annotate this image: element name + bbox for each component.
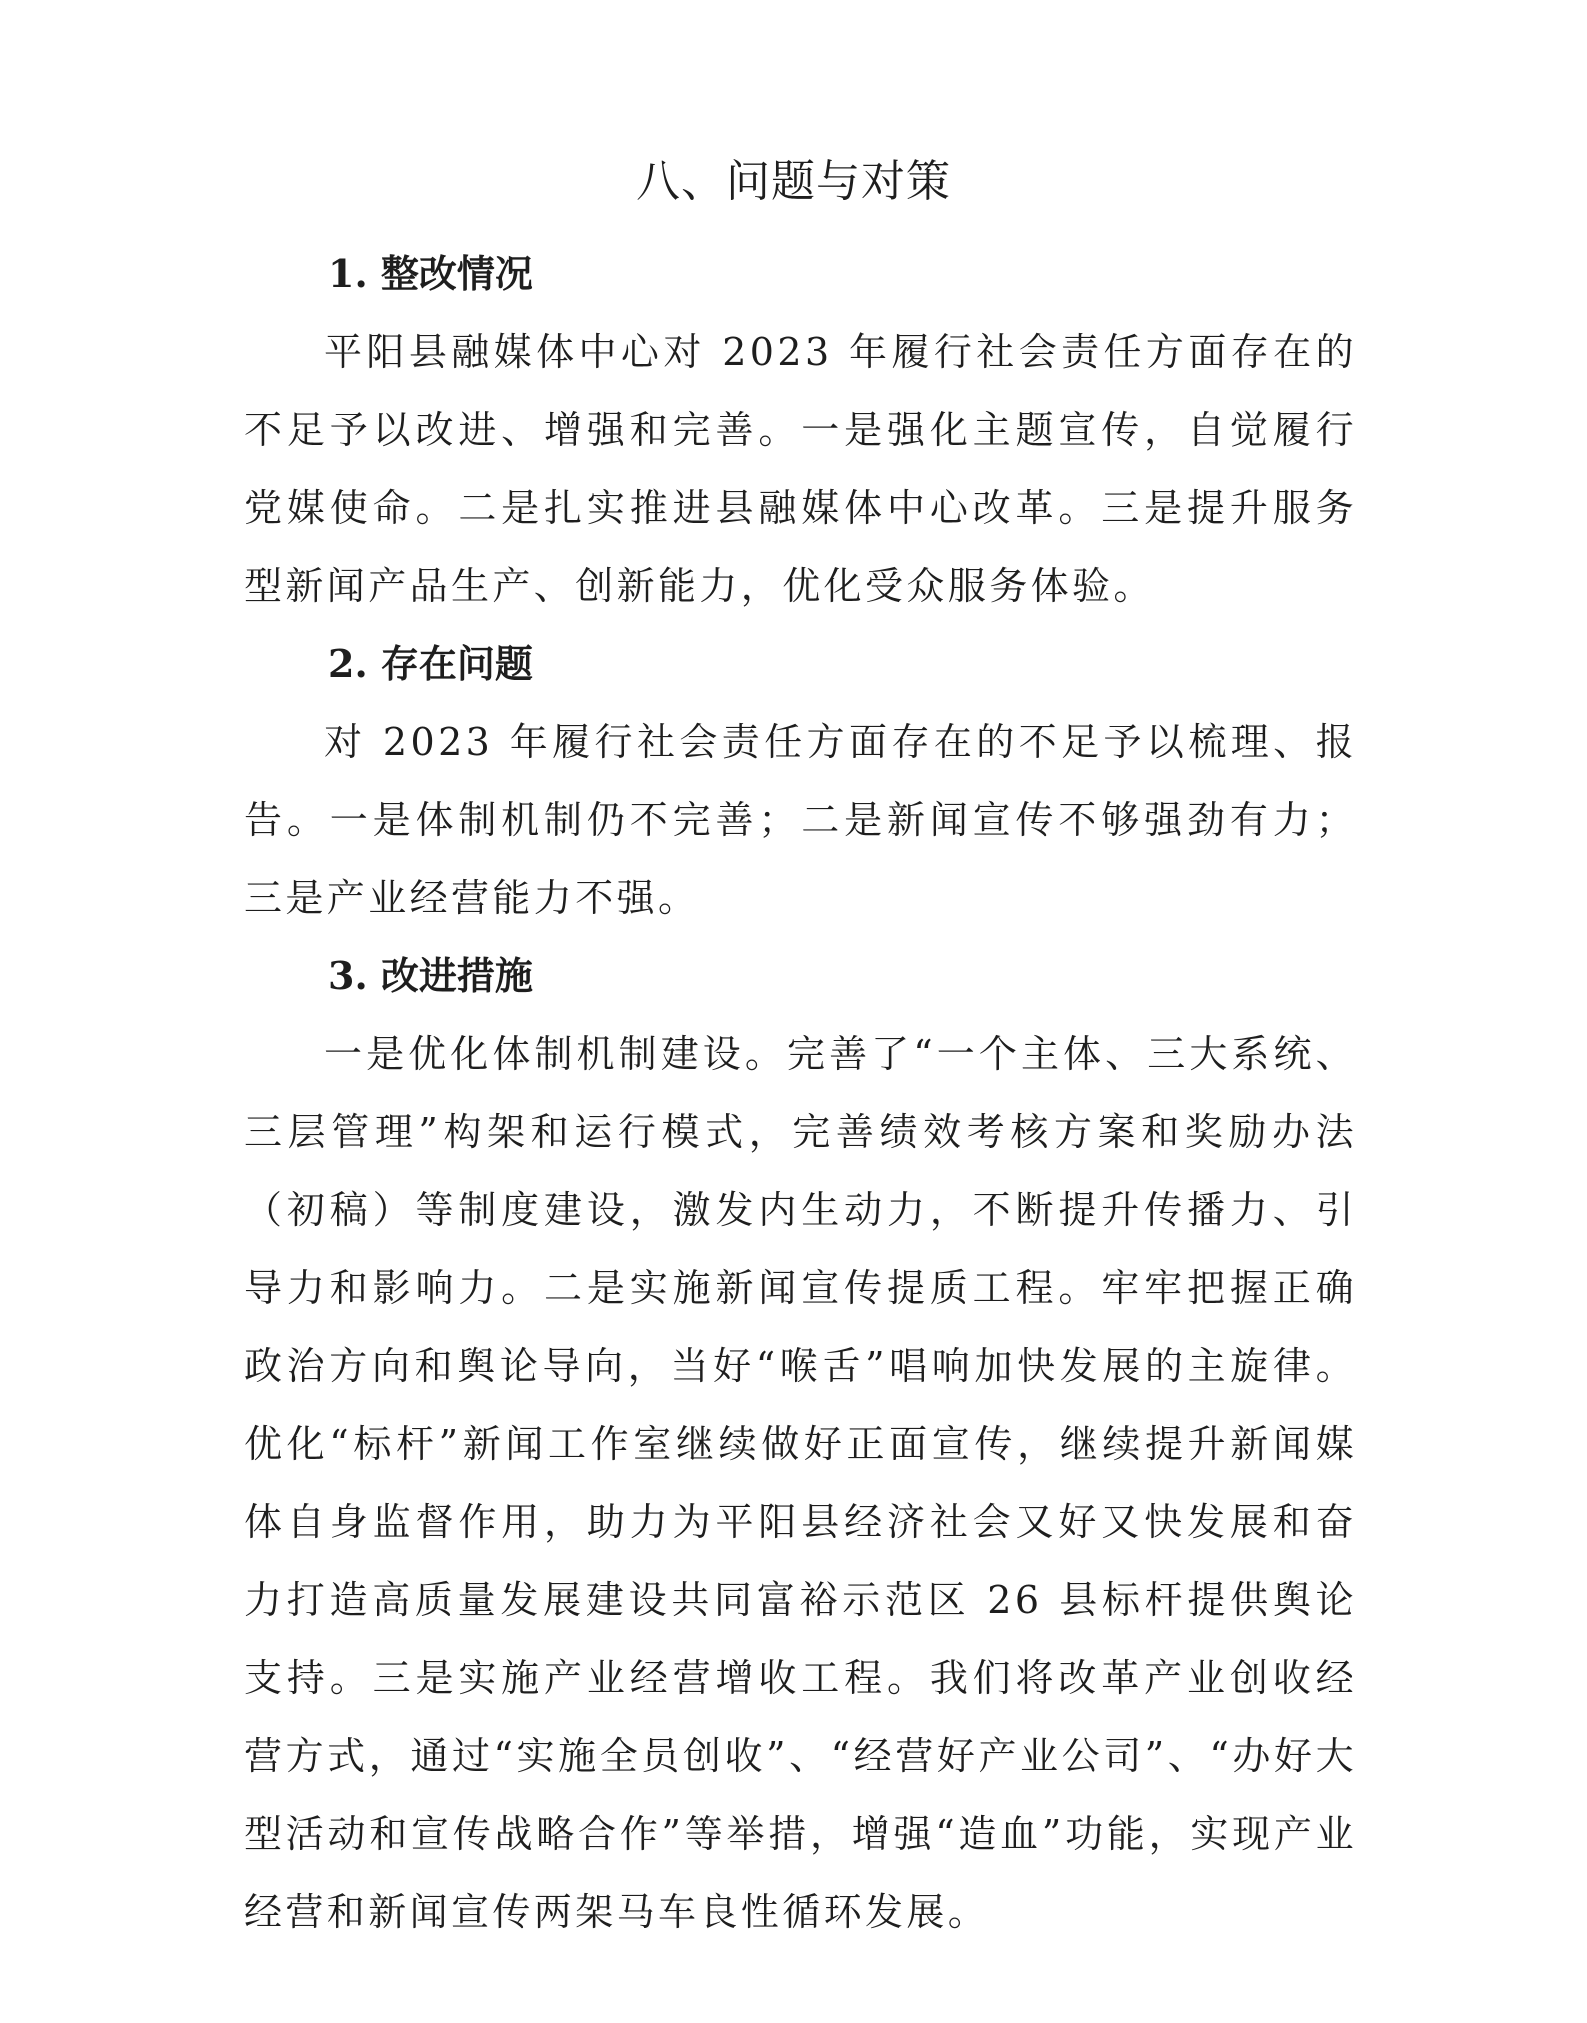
document-body [244,235,1357,1951]
section-heading: 2. 存在问题 [328,641,533,686]
section-paragraph: 平阳县融媒体中心对 2023 年履行社会责任方面存在的不足予以改进、增强和完善。一是强化主题宣传，自觉履行党媒使命。二是扎实推进县融媒体中心改革。三是提升服务型新闻产品生产、创新能力，优化受众服务体验。 [244,330,1357,608]
section-paragraph: 一是优化体制机制建设。完善了“一个主体、三大系统、三层管理”构架和运行模式，完善绩效考核方案和奖励办法（初稿）等制度建设，激发内生动力，不断提升传播力、引导力和影响力。二是实施新闻宣传提质工程。牢牢把握正确政治方向和舆论导向，当好“喉舌”唱响加快发展的主旋律。优化“标杆”新闻工作室继续做好正面宣传，继续提升新闻媒体自身监督作用，助力为平阳县经济社会又好又快发展和奋力打造高质量发展建设共同富裕示范区 26 县标杆提供舆论支持。三是实施产业经营增收工程。我们将改革产业创收经营方式，通过“实施全员创收”、“经营好产业公司”、“办好大型活动和宣传战略合作”等举措，增强“造血”功能，实现产业经营和新闻宣传两架马车良性循环发展。 [244,1032,1357,1934]
section-heading: 3. 改进措施 [328,953,533,998]
section-heading: 1. 整改情况 [328,251,533,296]
section-paragraph: 对 2023 年履行社会责任方面存在的不足予以梳理、报告。一是体制机制仍不完善；二是新闻宣传不够强劲有力；三是产业经营能力不强。 [244,720,1357,920]
page-title: 八、问题与对策 [636,156,951,207]
section-improvements [244,937,1357,1951]
section-problems [244,625,1357,937]
section-rectification [244,235,1357,625]
